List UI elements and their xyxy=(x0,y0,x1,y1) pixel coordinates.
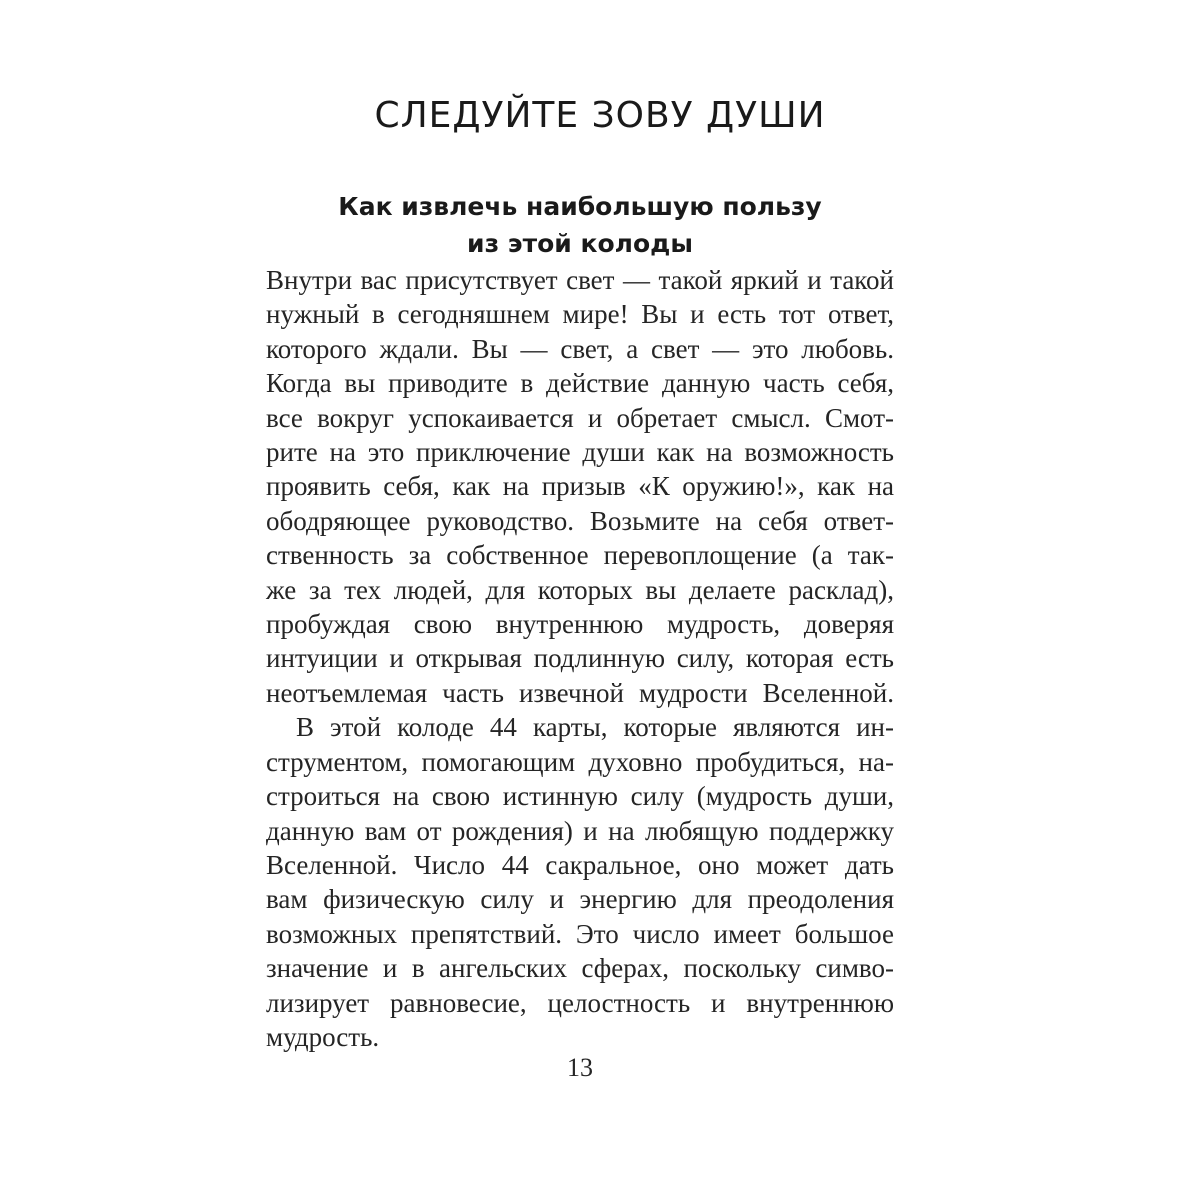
section-title xyxy=(0,188,1160,262)
text-line: мудрость. xyxy=(266,1021,380,1052)
text-line: ственность за собственное перевоплощение (а так- xyxy=(266,540,894,571)
text-line: Внутри вас присутствует свет — такой яркий и такой xyxy=(266,265,894,295)
text-line: значение и в ангельских сферах, поскольку симво- xyxy=(266,953,894,984)
section-title-line-2: из этой колоды xyxy=(467,229,693,258)
text-line: В этой колоде 44 карты, которые являются ин- xyxy=(296,712,894,743)
text-line: вам физическую силу и энергию для преодоления xyxy=(266,884,894,915)
paragraph-2 xyxy=(266,710,894,1054)
text-line: пробуждая свою внутреннюю мудрость, доверяя xyxy=(266,609,894,640)
text-line: строиться на свою истинную силу (мудрость души, xyxy=(266,781,894,812)
text-line: неотъемлемая часть извечной мудрости Вселенной. xyxy=(266,677,894,708)
text-line: же за тех людей, для которых вы делаете расклад), xyxy=(266,574,894,605)
text-line: все вокруг успокаивается и обретает смысл. Смот- xyxy=(266,402,894,433)
text-line: которого ждали. Вы — свет, а свет — это любовь. xyxy=(266,333,894,364)
body-text xyxy=(266,263,894,1054)
section-title-line-1: Как извлечь наибольшую пользу xyxy=(338,192,822,221)
text-line: возможных препятствий. Это число имеет большое xyxy=(266,918,894,949)
page-number: 13 xyxy=(567,1053,593,1082)
text-line: ободряющее руководство. Возьмите на себя ответ- xyxy=(266,505,894,536)
text-line: струментом, помогающим духовно пробудиться, на- xyxy=(266,746,894,777)
text-line: интуиции и открывая подлинную силу, которая есть xyxy=(266,643,894,674)
text-line: проявить себя, как на призыв «К оружию!», как на xyxy=(266,471,894,502)
text-line: Когда вы приводите в действие данную часть себя, xyxy=(266,368,894,399)
text-line: рите на это приключение души как на возможность xyxy=(266,437,894,468)
text-line: лизирует равновесие, целостность и внутреннюю xyxy=(266,987,894,1018)
text-line: нужный в сегодняшнем мире! Вы и есть тот ответ, xyxy=(266,299,894,330)
paragraph-1 xyxy=(266,263,894,710)
text-line: Вселенной. Число 44 сакральное, оно может дать xyxy=(266,849,894,880)
running-title: СЛЕДУЙТЕ ЗОВУ ДУШИ xyxy=(374,95,826,136)
text-line: данную вам от рождения) и на любящую поддержку xyxy=(266,815,894,846)
